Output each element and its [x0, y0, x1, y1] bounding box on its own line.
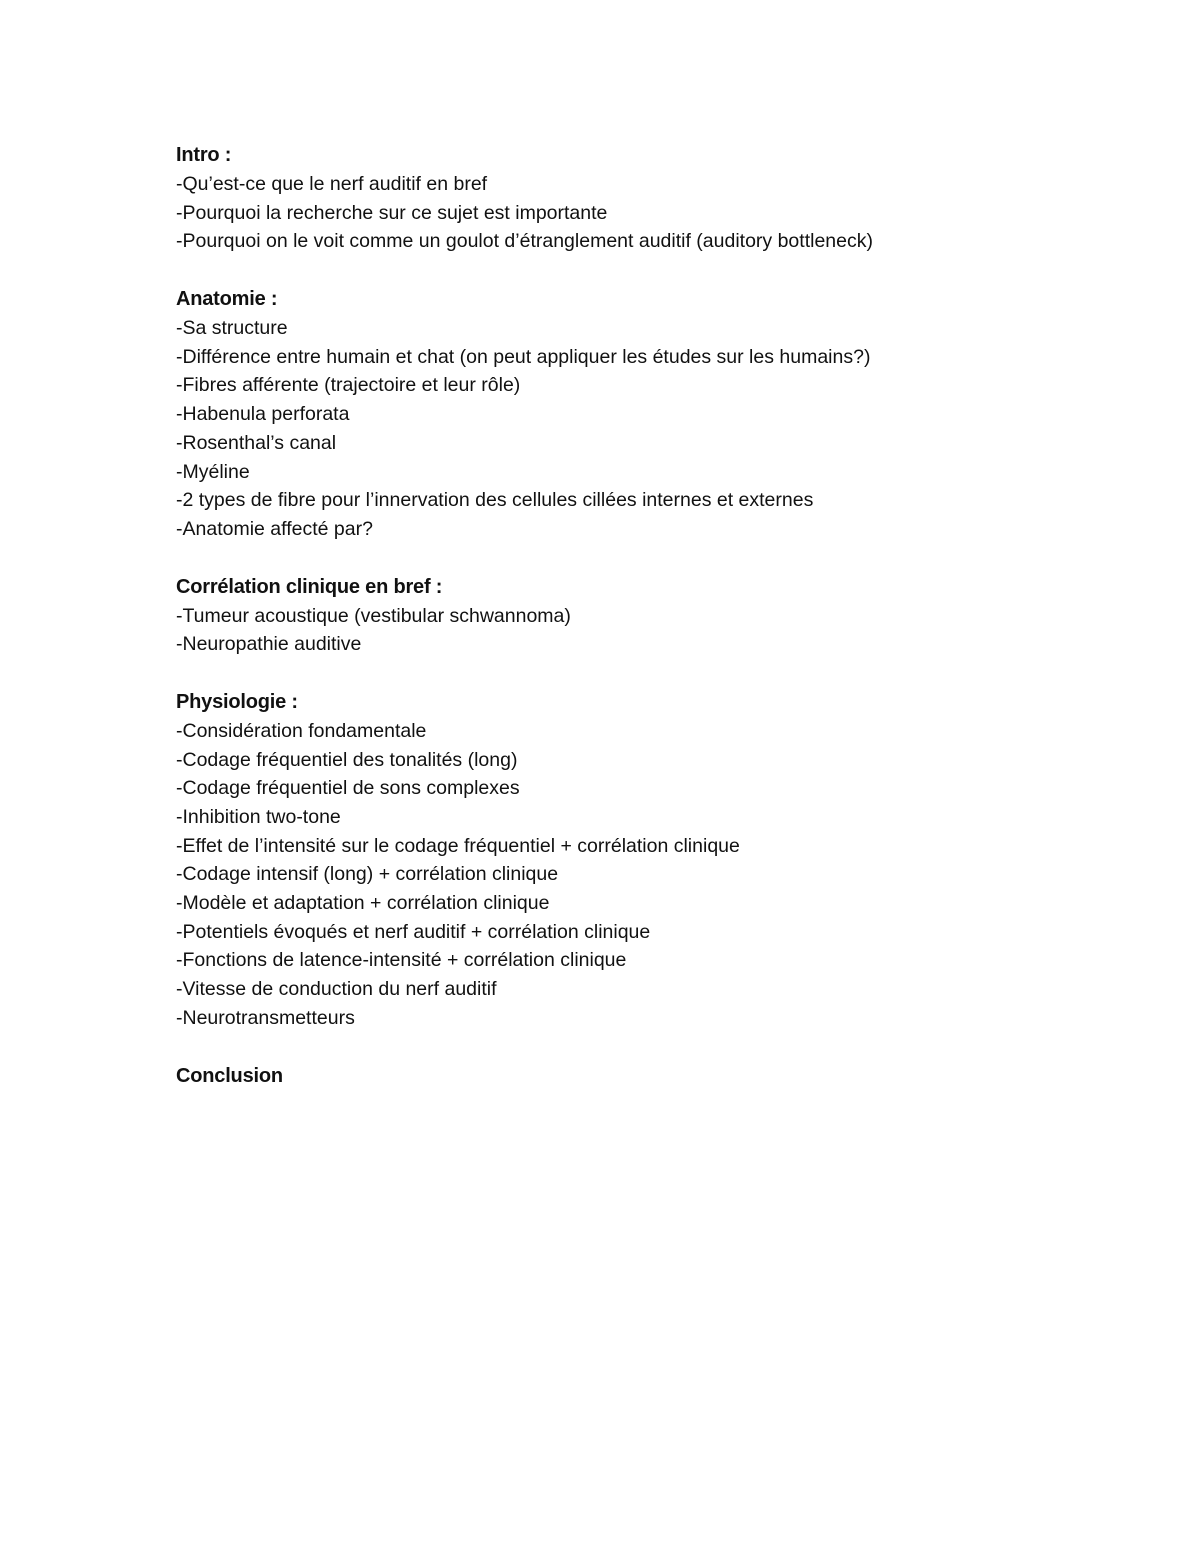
- list-item: -Neuropathie auditive: [176, 633, 362, 656]
- list-item: -Modèle et adaptation + corrélation clinique: [176, 892, 550, 915]
- section-conclusion: [176, 1062, 1076, 1091]
- list-item: -Myéline: [176, 460, 250, 483]
- list-item: -Neurotransmetteurs: [176, 1006, 355, 1029]
- list-item: -Codage intensif (long) + corrélation clinique: [176, 863, 559, 886]
- list-item: -Pourquoi la recherche sur ce sujet est importante: [176, 201, 608, 224]
- list-item: -Pourquoi on le voit comme un goulot d’étranglement auditif (auditory bottleneck): [176, 230, 873, 253]
- list-item: -Sa structure: [176, 317, 288, 340]
- list-item: -Codage fréquentiel des tonalités (long): [176, 748, 518, 771]
- list-item: -Effet de l’intensité sur le codage fréquentiel + corrélation clinique: [176, 834, 740, 857]
- section-physiologie: [176, 688, 1076, 1033]
- section-correlation-clinique: [176, 573, 1076, 659]
- list-item: -Considération fondamentale: [176, 719, 427, 742]
- document-page: [176, 141, 1076, 1120]
- section-heading: Corrélation clinique en bref :: [176, 575, 443, 598]
- section-heading: Conclusion: [176, 1064, 283, 1087]
- list-item: -Fonctions de latence-intensité + corrélation clinique: [176, 949, 627, 972]
- list-item: -Rosenthal’s canal: [176, 431, 337, 454]
- list-item: -2 types de fibre pour l’innervation des cellules cillées internes et externes: [176, 489, 814, 512]
- list-item: -Vitesse de conduction du nerf auditif: [176, 978, 497, 1001]
- section-intro: [176, 141, 1076, 256]
- list-item: -Inhibition two-tone: [176, 806, 341, 828]
- section-heading: Anatomie :: [176, 288, 278, 311]
- list-item: -Tumeur acoustique (vestibular schwannoma): [176, 604, 571, 627]
- section-heading: Physiologie :: [176, 690, 298, 713]
- section-anatomie: [176, 285, 1076, 544]
- list-item: -Habenula perforata: [176, 403, 350, 426]
- list-item: -Potentiels évoqués et nerf auditif + corrélation clinique: [176, 920, 651, 943]
- list-item: -Anatomie affecté par?: [176, 517, 373, 540]
- section-heading: Intro :: [176, 144, 232, 166]
- list-item: -Codage fréquentiel de sons complexes: [176, 777, 520, 800]
- list-item: -Différence entre humain et chat (on peut appliquer les études sur les humains?): [176, 345, 871, 368]
- list-item: -Fibres afférente (trajectoire et leur rôle): [176, 374, 521, 397]
- list-item: -Qu’est-ce que le nerf auditif en bref: [176, 173, 488, 195]
